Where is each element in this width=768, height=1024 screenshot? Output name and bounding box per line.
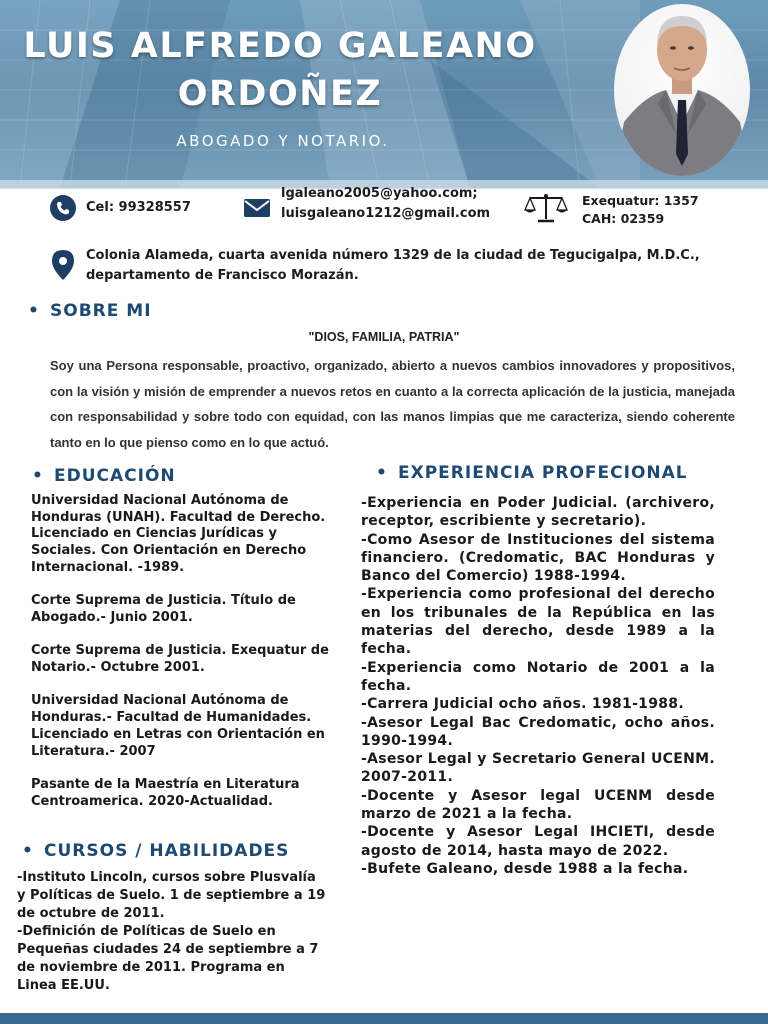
- section-heading-courses: • CURSOS / HABILIDADES: [44, 841, 289, 861]
- profession-subtitle: ABOGADO Y NOTARIO.: [176, 132, 390, 150]
- address-line-2: departamento de Francisco Morazán.: [86, 268, 359, 283]
- email-primary[interactable]: lgaleano2005@yahoo.com;: [281, 186, 478, 201]
- cah-number: CAH: 02359: [582, 211, 665, 226]
- experience-list: [361, 494, 715, 878]
- education-item: Corte Suprema de Justicia. Título de Abogado.- Junio 2001.: [31, 593, 296, 625]
- experience-item: -Docente y Asesor legal UCENM desde marzo de 2021 a la fecha.: [361, 787, 715, 823]
- footer-bar: [0, 1013, 768, 1024]
- section-heading-about: • SOBRE MI: [50, 301, 152, 321]
- education-item: Universidad Nacional Autónoma de Honduras.- Facultad de Humanidades. Licenciado en Letras con Orientación en Literatura.- 2007: [31, 693, 325, 759]
- education-item: Corte Suprema de Justicia. Exequatur de Notario.- Octubre 2001.: [31, 643, 329, 675]
- profile-photo: [614, 4, 750, 176]
- experience-item: -Bufete Galeano, desde 1988 a la fecha.: [361, 860, 689, 877]
- experience-item: -Asesor Legal y Secretario General UCENM. 2007-2011.: [361, 751, 715, 786]
- experience-item: -Como Asesor de Instituciones del sistema financiero. (Credomatic, BAC Honduras y Banco del Comercio) 1988-1994.: [361, 531, 715, 585]
- exequatur-number: Exequatur: 1357: [582, 193, 699, 208]
- full-name: [0, 22, 560, 118]
- motto: "DIOS, FAMILIA, PATRIA": [308, 330, 460, 344]
- header-banner: [0, 0, 768, 188]
- experience-item: -Asesor Legal Bac Credomatic, ocho años. 1990-1994.: [361, 714, 715, 749]
- address-line-1: Colonia Alameda, cuarta avenida número 1329 de la ciudad de Tegucigalpa, M.D.C.,: [86, 248, 700, 263]
- courses-list: [17, 869, 327, 995]
- name-line-1: LUIS ALFREDO GALEANO: [23, 26, 537, 66]
- phone-number: Cel: 99328557: [86, 200, 191, 215]
- email-secondary[interactable]: luisgaleano1212@gmail.com: [281, 206, 491, 221]
- about-text: Soy una Persona responsable, proactivo, organizado, abierto a nuevos cambios innovadores y propositivos, con la visión y misión de emprender a nuevos retos en cuanto a la correcta aplicación de la justicia, manejada con responsabilidad y sobre todo con equidad, con las manos limpias que me caracteriza, siendo coherente tanto en lo que pienso como en lo que actuó.: [50, 358, 735, 450]
- scales-icon: [524, 192, 568, 224]
- experience-item: -Experiencia como profesional del derecho en los tribunales de la República en las materias del derecho, desde 1989 a la fecha.: [361, 586, 715, 658]
- experience-item: -Experiencia en Poder Judicial. (archivero, receptor, escribiente y secretario).: [361, 495, 715, 530]
- education-item: Pasante de la Maestría en Literatura Centroamerica. 2020-Actualidad.: [31, 776, 300, 809]
- education-list: [31, 493, 331, 827]
- course-item: -Instituto Lincoln, cursos sobre Plusvalía y Políticas de Suelo. 1 de septiembre a 19 de octubre de 2011.: [17, 870, 326, 921]
- education-item: Universidad Nacional Autónoma de Honduras (UNAH). Facultad de Derecho. Licenciado en Ciencias Jurídicas y Sociales. Con Orientación en Derecho Internacional. -1989.: [31, 493, 326, 575]
- section-heading-experience: • EXPERIENCIA PROFECIONAL: [398, 463, 688, 483]
- experience-item: -Docente y Asesor Legal IHCIETI, desde agosto de 2014, hasta mayo de 2022.: [361, 824, 715, 859]
- experience-item: -Carrera Judicial ocho años. 1981-1988.: [361, 696, 684, 713]
- course-item: -Definición de Políticas de Suelo en Pequeñas ciudades 24 de septiembre a 7 de noviembre de 2011. Programa en Linea EE.UU.: [17, 924, 319, 993]
- experience-item: -Experiencia como Notario de 2001 a la fecha.: [361, 659, 715, 694]
- email-icon: [243, 198, 271, 218]
- name-line-2: ORDOÑEZ: [177, 74, 383, 114]
- phone-icon: [49, 194, 77, 222]
- location-pin-icon: [51, 249, 75, 281]
- section-heading-education: • EDUCACIÓN: [54, 466, 176, 486]
